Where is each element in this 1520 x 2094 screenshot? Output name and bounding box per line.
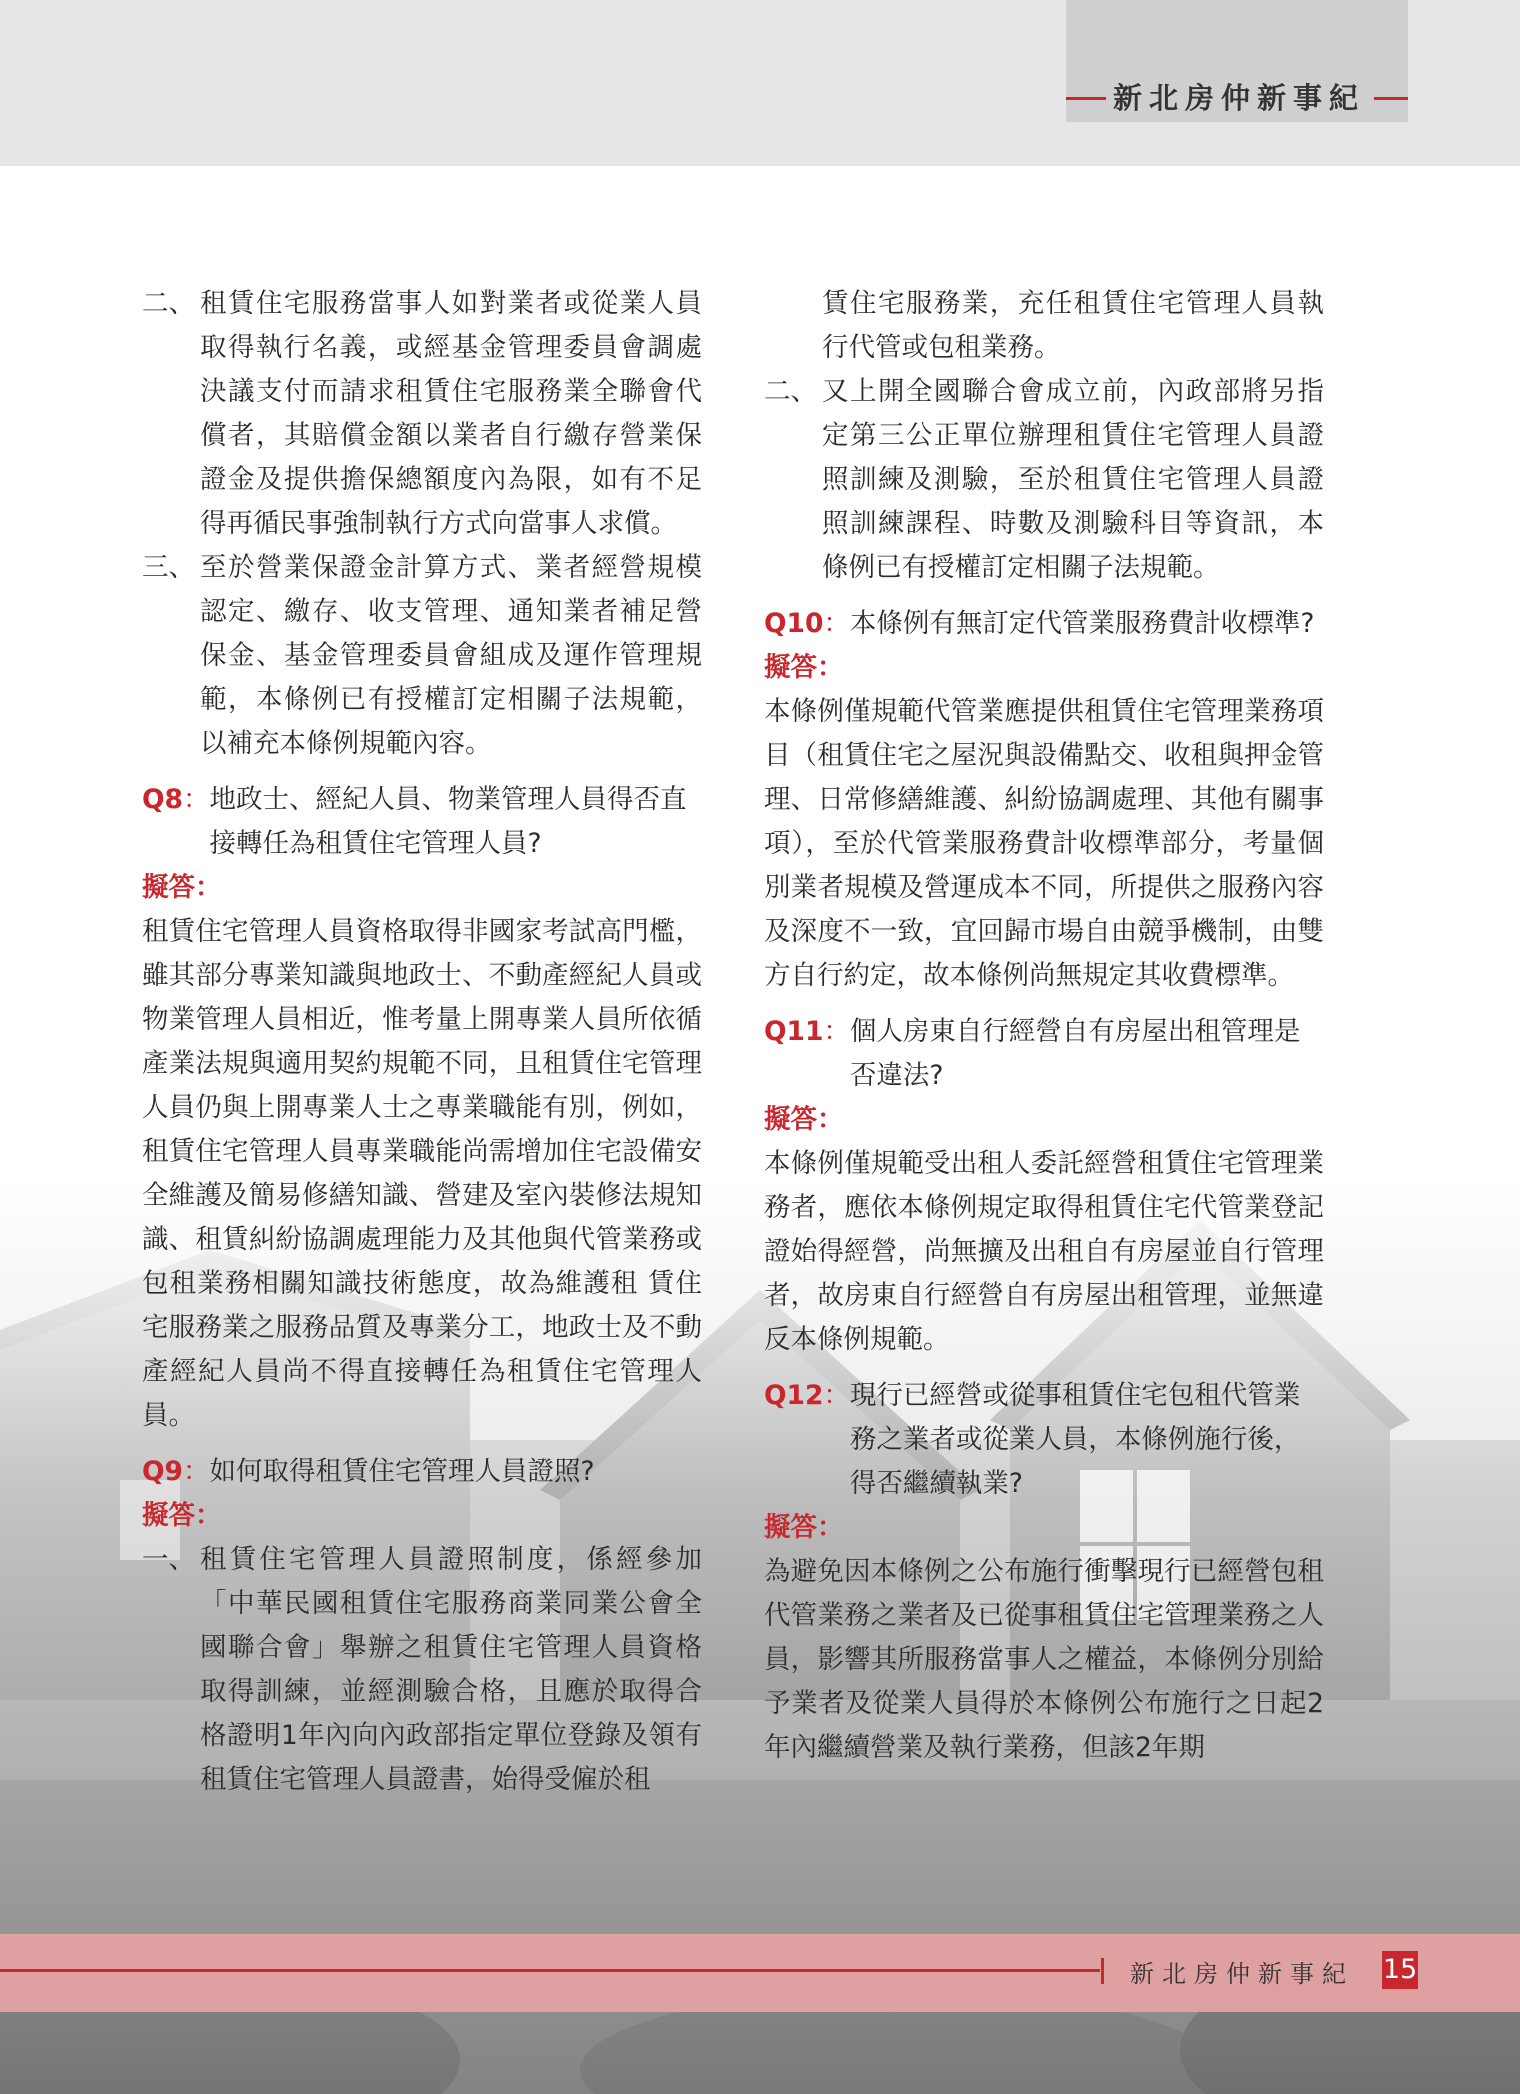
question-text: 現行已經營或從事租賃住宅包租代管業務之業者或從業人員，本條例施行後，得否繼續執業? [849,1380,1301,1499]
list-item [764,370,1324,590]
item-text: 租賃住宅管理人員證照制度，係經參加「中華民國租賃住宅服務商業同業公會全國聯合會」舉辦之租賃住宅管理人員資格取得訓練，並經測驗合格，且應於取得合格證明1年內向內政部指定單位登錄及領有租賃住宅管理人員證書，始得受僱於租 [200,1544,702,1795]
footer-title: 新北房仲新事紀 [1130,1960,1354,1988]
header-rule-left [1066,97,1106,100]
question-q12: Q12 ： 現行已經營或從事租賃住宅包租代管業務之業者或從業人員，本條例施行後，得否繼續執業? [764,1374,1324,1506]
list-item [142,1538,702,1802]
item-number: 三、 [142,552,195,583]
question-label: Q10 [764,608,824,639]
question-q10: Q10 ： 本條例有無訂定代管業服務費計收標準? [764,602,1324,646]
question-q11: Q11 ： 個人房東自行經營自有房屋出租管理是否違法? [764,1010,1324,1098]
question-text: 本條例有無訂定代管業服務費計收標準? [849,608,1315,639]
answer-text: 租賃住宅管理人員資格取得非國家考試高門檻，雖其部分專業知識與地政士、不動產經紀人員或物業管理人員相近，惟考量上開專業人員所依循產業法規與適用契約規範不同，且租賃住宅管理人員仍與上開專業人士之專業職能有別，例如，租賃住宅管理人員專業職能尚需增加住宅設備安全維護及簡易修繕知識、營建及室內裝修法規知識、租賃糾紛協調處理能力及其他與代管業務或包租業務相關知識技術態度，故為維護租 賃住宅服務業之服務品質及專業分工，地政士及不動產經紀人員尚不得直接轉任為租賃住宅管理人員。 [142,916,702,1431]
question-label: Q9 [142,1456,183,1487]
right-column [764,282,1324,1770]
question-text: 個人房東自行經營自有房屋出租管理是否違法? [849,1016,1301,1091]
list-item [142,282,702,546]
answer-label: 擬答： [142,1500,222,1531]
answer-label: 擬答： [764,1512,844,1543]
answer-text: 為避免因本條例之公布施行衝擊現行已經營包租代管業務之業者及已從事租賃住宅管理業務之人員，影響其所服務當事人之權益，本條例分別給予業者及從業人員得於本條例公布施行之日起2年內繼續營業及執行業務，但該2年期 [764,1556,1324,1763]
question-text: 如何取得租賃住宅管理人員證照? [209,1456,595,1487]
question-label: Q11 [764,1016,824,1047]
item-number: 一、 [142,1544,195,1575]
item-number: 二、 [142,288,195,319]
answer-text: 本條例僅規範受出租人委託經營租賃住宅管理業務者，應依本條例規定取得租賃住宅代管業登記證始得經營，尚無擴及出租自有房屋並自行管理者，故房東自行經營自有房屋出租管理，並無違反本條例規範。 [764,1148,1324,1355]
answer-label: 擬答： [764,652,844,683]
left-column [142,282,702,1802]
question-label: Q8 [142,784,183,815]
answer-label: 擬答： [142,872,222,903]
item-number: 二、 [764,376,817,407]
footer-rule [0,1969,1100,1972]
item-text: 租賃住宅服務當事人如對業者或從業人員取得執行名義，或經基金管理委員會調處決議支付而請求租賃住宅服務業全聯會代償者，其賠償金額以業者自行繳存營業保證金及提供擔保總額度內為限，如有不足得再循民事強制執行方式向當事人求償。 [200,288,702,539]
answer-text: 本條例僅規範代管業應提供租賃住宅管理業務項目（租賃住宅之屋況與設備點交、收租與押金管理、日常修繕維護、糾紛協調處理、其他有關事項），至於代管業服務費計收標準部分，考量個別業者規模及營運成本不同，所提供之服務內容及深度不一致，宜回歸市場自由競爭機制，由雙方自行約定，故本條例尚無規定其收費標準。 [764,696,1324,991]
item-text: 又上開全國聯合會成立前，內政部將另指定第三公正單位辦理租賃住宅管理人員證照訓練及測驗，至於租賃住宅管理人員證照訓練課程、時數及測驗科目等資訊，本條例已有授權訂定相關子法規範。 [822,376,1324,583]
question-label: Q12 [764,1380,824,1411]
answer-label: 擬答： [764,1104,844,1135]
header-title: 新北房仲新事紀 [1112,81,1365,115]
footer-rule-tick [1101,1958,1104,1984]
list-item [142,546,702,766]
question-text: 地政士、經紀人員、物業管理人員得否直接轉任為租賃住宅管理人員? [209,784,687,859]
header-rule-right [1374,97,1408,100]
question-q9: Q9 ： 如何取得租賃住宅管理人員證照? [142,1450,702,1494]
item-text: 至於營業保證金計算方式、業者經營規模認定、繳存、收支管理、通知業者補足營保金、基金管理委員會組成及運作管理規範，本條例已有授權訂定相關子法規範，以補充本條例規範內容。 [200,552,702,759]
continued-text: 賃住宅服務業，充任租賃住宅管理人員執行代管或包租業務。 [822,288,1324,363]
page-number: 15 [1382,1951,1418,1989]
question-q8: Q8 ： 地政士、經紀人員、物業管理人員得否直接轉任為租賃住宅管理人員? [142,778,702,866]
